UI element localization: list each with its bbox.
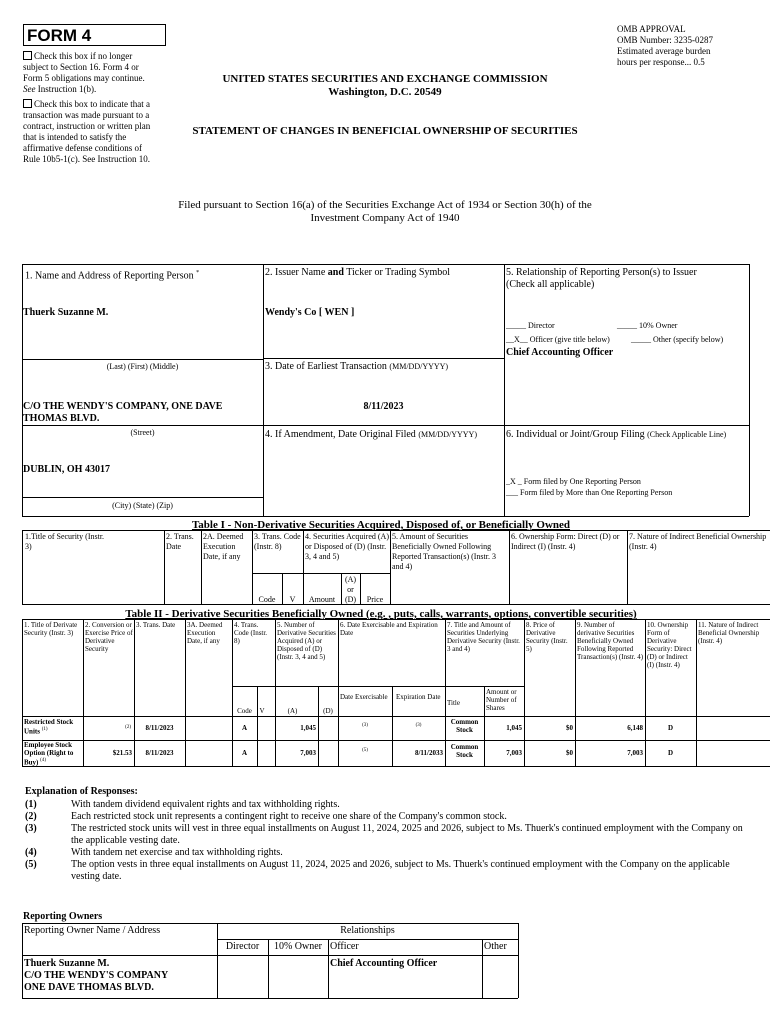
omb-approval: OMB APPROVAL OMB Number: 3235-0287 Estimated average burden hours per response... 0.5: [617, 24, 713, 67]
t1-h4: 4. Securities Acquired (A) or Disposed of (D) (Instr. 3, 4 and 5): [305, 532, 389, 561]
t2-h1: 1. Title of Derivate Security (Instr. 3): [24, 621, 78, 637]
box5-label: 5. Relationship of Reporting Person(s) to Issuer (Check all applicable): [506, 267, 697, 290]
t2-h3: 3. Trans. Date: [136, 621, 176, 629]
t1-sub-v: V: [289, 595, 296, 604]
t2-sub-code: Code: [237, 707, 252, 715]
t2-row2-deriv-price: $0: [566, 749, 573, 757]
t2-h5: 5. Number of Derivative Securities Acquired (A) or Disposed of (D) (Instr. 3, 4 and 5): [277, 621, 336, 661]
director-option: _____ Director: [506, 321, 555, 330]
t2-sub-amount: Amount or Number of Shares: [486, 688, 517, 712]
t2-h4: 4. Trans. Code (Instr. 8): [234, 621, 268, 645]
t2-row2-exercisable: (5): [362, 748, 368, 753]
t1-h6: 6. Ownership Form: Direct (D) or Indirect (I) (Instr. 4): [511, 532, 620, 551]
t2-h3a: 3A. Deemed Execution Date, if any: [187, 621, 223, 645]
ten-pct-owner-option: _____ 10% Owner: [617, 321, 678, 330]
t2-h10: 10. Ownership Form of Derivative Security: Direct (D) or Indirect (I) (Instr. 4): [647, 621, 692, 669]
explanation-item: (2) Each restricted stock unit represents a contingent right to receive one share of the Company's common stock.: [25, 811, 507, 822]
box6-label: 6. Individual or Joint/Group Filing (Check Applicable Line): [506, 429, 727, 440]
reporting-person-street: C/O THE WENDY'S COMPANY, ONE DAVE THOMAS BLVD.: [23, 401, 223, 424]
box3-label: 3. Date of Earliest Transaction (MM/DD/YYYY): [265, 361, 449, 372]
t2-sub-exercisable: Date Exercisable: [340, 693, 388, 701]
rule10b5-checkbox-block: Check this box to indicate that a transaction was made pursuant to a contract, instruction or written plan that is intended to satisfy the affirmative defense conditions of Rule 10b5-1(c). See Instruction 10.: [23, 99, 151, 164]
t2-sub-expiration: Expiration Date: [396, 693, 441, 701]
ro-col-name: Reporting Owner Name / Address: [24, 925, 161, 936]
t1-sub-amount: Amount: [308, 595, 336, 604]
t2-row2-price: $21.53: [112, 749, 132, 757]
t1-sub-aord: (A) or (D): [344, 575, 357, 604]
form-title: FORM 4: [27, 26, 92, 45]
t2-row1-u-amount: 1,045: [506, 724, 522, 732]
box4-label: 4. If Amendment, Date Original Filed (MM/DD/YYYY): [265, 429, 477, 440]
t2-row1-a: 1,045: [300, 724, 316, 732]
name-caption: (Last) (First) (Middle): [106, 362, 179, 371]
t2-row1-title: Restricted Stock Units $^{(1)}$: [24, 718, 74, 736]
explanation-item: (3) The restricted stock units will vest in three equal installments on August 11, 2024, 2025 and 2026, subject to Ms. Thuerk's continued employment with the Company on the applicable vesting date.: [25, 823, 743, 846]
explanation-title: Explanation of Responses:: [25, 786, 138, 797]
explanation-item: (1) With tandem dividend equivalent rights and tax withholding rights.: [25, 799, 340, 810]
ro-col-relationships: Relationships: [340, 925, 395, 936]
t2-row1-expiration: (3): [415, 723, 422, 728]
t1-sub-price: Price: [366, 595, 384, 604]
t2-row2-u-amount: 7,003: [506, 749, 522, 757]
ro-owner-address: Thuerk Suzanne M. C/O THE WENDY'S COMPANY ONE DAVE THOMAS BLVD.: [24, 958, 169, 993]
t1-h2: 2. Trans. Date: [166, 532, 194, 551]
t2-row2-expiration: 8/11/2033: [414, 749, 443, 757]
t2-h7: 7. Title and Amount of Securities Underlying Derivative Security (Instr. 3 and 4): [447, 621, 520, 653]
other-option: _____ Other (specify below): [631, 335, 724, 344]
t2-row2-date: 8/11/2023: [145, 749, 174, 757]
table2-title: Table II - Derivative Securities Beneficially Owned (e.g. , puts, calls, warrants, options, convertible securities): [125, 608, 637, 620]
t2-sub-v: V: [259, 707, 265, 715]
t2-row2-owned: 7,003: [627, 749, 643, 757]
t1-h7: 7. Nature of Indirect Beneficial Ownership (Instr. 4): [629, 532, 767, 551]
t2-h9: 9. Number of derivative Securities Beneficially Owned Following Reported Transaction(s) (Instr. 4): [577, 621, 644, 661]
reporting-person-city: DUBLIN, OH 43017: [23, 464, 110, 475]
t2-row2-title: Employee Stock Option (Right to Buy) $^{(4)}$: [24, 741, 74, 767]
statement-title: STATEMENT OF CHANGES IN BENEFICIAL OWNERSHIP OF SECURITIES: [192, 125, 578, 137]
t2-sub-a: (A): [287, 707, 298, 715]
explanation-item: (5) The option vests in three equal installments on August 11, 2024, 2025 and 2026, subject to Ms. Thuerk's continued employment with the Company on the applicable vesting date.: [25, 859, 730, 882]
ro-col-other: Other: [484, 941, 507, 952]
t2-row1-form: D: [667, 724, 674, 732]
t2-h8: 8. Price of Derivative Security (Instr. 5): [526, 621, 568, 653]
explanation-item: (4) With tandem net exercise and tax withholding rights.: [25, 847, 283, 858]
t2-sub-title: Title: [447, 699, 460, 707]
ro-col-ten-pct: 10% Owner: [273, 941, 323, 952]
section16-checkbox-block: Check this box if no longer subject to Section 16. Form 4 or Form 5 obligations may continue. See Instruction 1(b).: [23, 51, 145, 94]
agency-header: UNITED STATES SECURITIES AND EXCHANGE COMMISSION Washington, D.C. 20549: [222, 73, 548, 98]
officer-title: Chief Accounting Officer: [506, 347, 614, 358]
t2-row2-form: D: [667, 749, 674, 757]
earliest-transaction-date: 8/11/2023: [363, 401, 404, 412]
explanation-list: [25, 799, 745, 883]
t2-row1-owned: 6,148: [627, 724, 643, 732]
ro-officer-value: Chief Accounting Officer: [330, 958, 438, 969]
t2-row1-exercisable: (3): [362, 723, 368, 728]
t1-h2a: 2A. Deemed Execution Date, if any: [203, 532, 244, 561]
t2-sub-d: (D): [323, 707, 333, 715]
t2-row1-code: A: [241, 724, 248, 732]
rule10b5-checkbox[interactable]: [23, 99, 32, 108]
t1-h1: 1.Title of Security (Instr. 3): [25, 532, 105, 551]
t2-row2-a: 7,003: [300, 749, 316, 757]
filing-one-person: _X _ Form filed by One Reporting Person: [506, 477, 641, 486]
box1-label: 1. Name and Address of Reporting Person *: [25, 270, 200, 282]
t2-h2: 2. Conversion or Exercise Price of Derivative Security: [85, 621, 133, 653]
form-title-box: [23, 24, 166, 46]
issuer-name: Wendy's Co [ WEN ]: [265, 307, 355, 318]
ro-col-director: Director: [225, 941, 260, 952]
t1-h3: 3. Trans. Code (Instr. 8): [254, 532, 301, 551]
t2-h6: 6. Date Exercisable and Expiration Date: [340, 621, 438, 637]
filing-multiple-persons: ___ Form filed by More than One Reporting Person: [506, 488, 673, 497]
section16-checkbox[interactable]: [23, 51, 32, 60]
reporting-person-name: Thuerk Suzanne M.: [23, 307, 109, 318]
t2-row2-code: A: [241, 749, 248, 757]
box2-label: 2. Issuer Name and Ticker or Trading Symbol: [265, 267, 451, 278]
t2-row1-u-title: Common Stock: [450, 718, 479, 734]
officer-option: __X__ Officer (give title below): [506, 335, 610, 344]
t2-row2-u-title: Common Stock: [450, 743, 479, 759]
t1-h5: 5. Amount of Securities Beneficially Owned Following Reported Transaction(s) (Instr. 3 and 4): [392, 532, 496, 571]
t2-row1-deriv-price: $0: [566, 724, 573, 732]
t2-h11: 11. Nature of Indirect Beneficial Ownership (Instr. 4): [698, 621, 760, 645]
street-caption: (Street): [130, 428, 155, 437]
filed-pursuant: Filed pursuant to Section 16(a) of the Securities Exchange Act of 1934 or Section 30(h) of the Investment Company Act of 1940: [178, 199, 592, 224]
ro-col-officer: Officer: [330, 941, 359, 952]
t2-row1-date: 8/11/2023: [145, 724, 174, 732]
t2-row1-price: (2): [125, 725, 131, 730]
city-caption: (City) (State) (Zip): [112, 501, 173, 510]
reporting-owners-title: Reporting Owners: [23, 911, 103, 922]
t1-sub-code: Code: [258, 595, 276, 604]
table1-title: Table I - Non-Derivative Securities Acquired, Disposed of, or Beneficially Owned: [191, 519, 571, 531]
